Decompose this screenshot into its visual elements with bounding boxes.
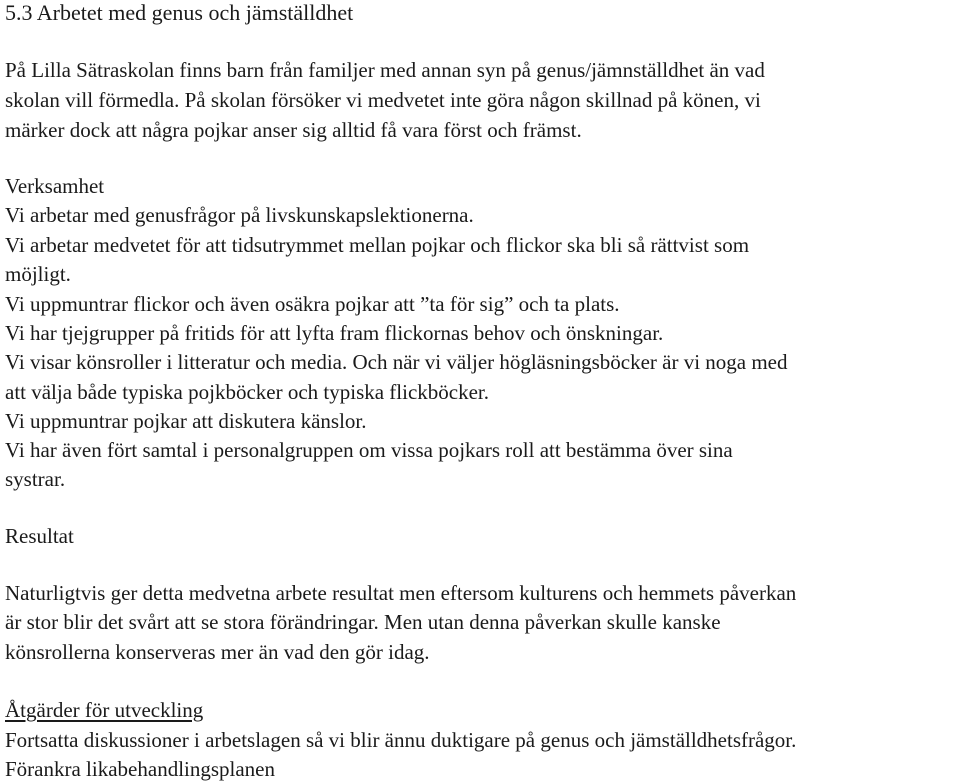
atgarder-line-1: Fortsatta diskussioner i arbetslagen så vi blir ännu duktigare på genus och jämställdhetsfrågor. (5, 728, 797, 752)
verksamhet-line-9: Vi har även fört samtal i personalgruppen om vissa pojkars roll att bestämma över sina (5, 438, 733, 462)
section-heading: 5.3 Arbetet med genus och jämställdhet (5, 0, 354, 25)
atgarder-line-2: Förankra likabehandlingsplanen (5, 757, 276, 781)
verksamhet-line-7: att välja både typiska pojkböcker och typiska flickböcker. (5, 380, 490, 404)
resultat-line-2: är stor blir det svårt att se stora förändringar. Men utan denna påverkan skulle kanske (5, 610, 721, 634)
verksamhet-line-2: Vi arbetar medvetet för att tidsutrymmet mellan pojkar och flickor ska bli så rättvist som (5, 233, 750, 257)
verksamhet-line-6: Vi visar könsroller i litteratur och media. Och när vi väljer högläsningsböcker är vi noga med (5, 350, 788, 374)
verksamhet-heading: Verksamhet (5, 174, 105, 198)
verksamhet-line-8: Vi uppmuntrar pojkar att diskutera känslor. (5, 409, 367, 433)
atgarder-heading: Åtgärder för utveckling (5, 698, 204, 722)
resultat-heading: Resultat (5, 524, 74, 548)
verksamhet-line-5: Vi har tjejgrupper på fritids för att lyfta fram flickornas behov och önskningar. (5, 321, 664, 345)
intro-line-3: märker dock att några pojkar anser sig alltid få vara först och främst. (5, 118, 582, 142)
verksamhet-line-3: möjligt. (5, 262, 71, 286)
verksamhet-line-4: Vi uppmuntrar flickor och även osäkra pojkar att ”ta för sig” och ta plats. (5, 292, 620, 316)
resultat-line-1: Naturligtvis ger detta medvetna arbete resultat men eftersom kulturens och hemmets påverkan (5, 581, 797, 605)
resultat-line-3: könsrollerna konserveras mer än vad den gör idag. (5, 640, 430, 664)
intro-line-1: På Lilla Sätraskolan finns barn från familjer med annan syn på genus/jämnställdhet än vad (5, 58, 765, 82)
verksamhet-line-10: systrar. (5, 467, 66, 491)
verksamhet-line-1: Vi arbetar med genusfrågor på livskunskapslektionerna. (5, 203, 474, 227)
intro-line-2: skolan vill förmedla. På skolan försöker vi medvetet inte göra någon skillnad på könen, vi (5, 88, 761, 112)
